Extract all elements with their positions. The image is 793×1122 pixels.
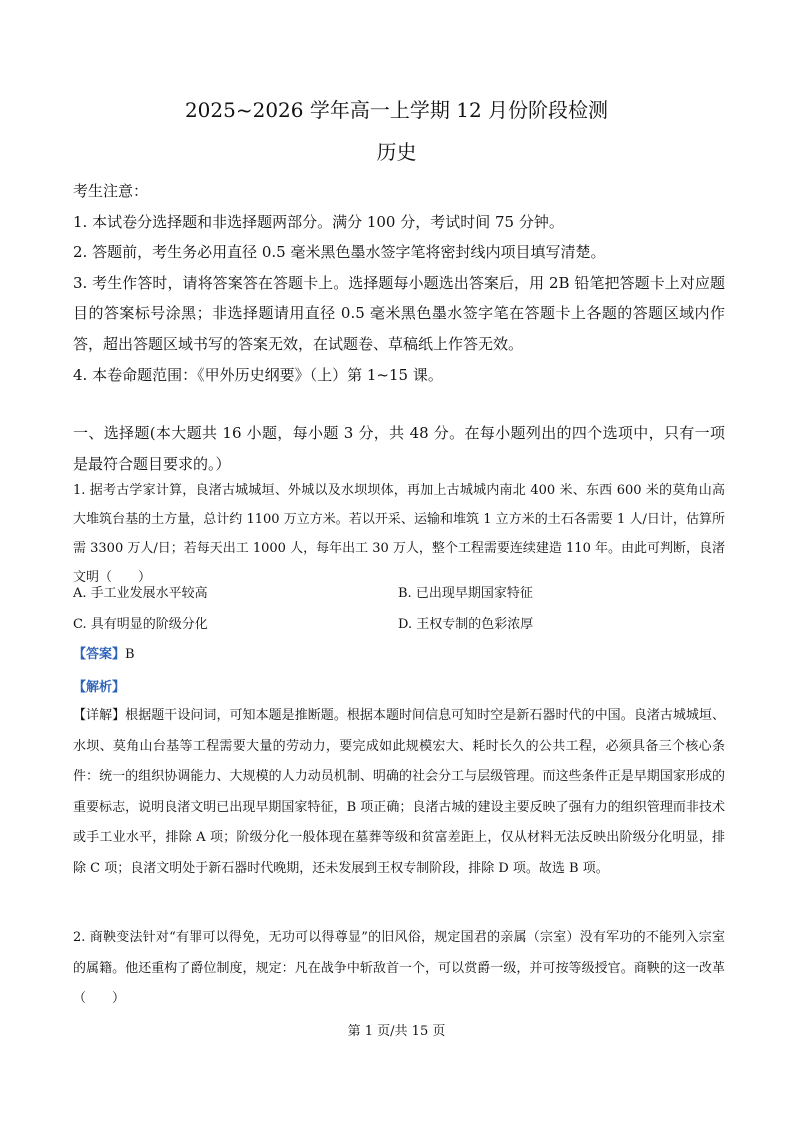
detail-text: 根据题干设问词，可知本题是推断题。根据本题时间信息可知时空是新石器时代的中国。良渚古城城垣、水坝、莫角山台基等工程需要大量的劳动力，要完成如此规模宏大、耗时长久的公共工程，必须具备三个核心条件：统一的组织协调能力、大规模的人力动员机制、明确的社会分工与层级管理。而这些条件正是早期国家形成的重要标志，说明良渚文明已出现早期国家特征，B 项正确；良渚古城的建设主要反映了强有力的组织管理而非技术或手工业水平，排除 A 项；阶级分化一般体现在墓葬等级和贫富差距上，仅从材料无法反映出阶级分化明显，排除 C 项；良渚文明处于新石器时代晚期，还未发展到王权专制阶段，排除 D 项。故选 B 项。 [73, 708, 725, 876]
exam-title: 2025~2026 学年高一上学期 12 月份阶段检测 [184, 98, 609, 122]
question-stem: 2. 商鞅变法针对“有罪可以得免，无功可以得尊显”的旧风俗，规定国君的亲属（宗室）没有军功的不能列入宗室的属籍。他还重构了爵位制度，规定：凡在战争中斩敌首一个，可以赏爵一级，并可按等级授官。商鞅的这一改革（ ） [73, 930, 725, 1006]
answer-label: 【答案】 [73, 647, 126, 662]
option-a: A. 手工业发展水平较高 [73, 586, 208, 601]
notice-item: 1. 本试卷分选择题和非选择题两部分。满分 100 分，考试时间 75 分钟。 [73, 212, 564, 231]
detail-paragraph [73, 701, 725, 884]
notice-item: 2. 答题前，考生务必用直径 0.5 毫米黑色墨水签字笔将密封线内项目填写清楚。 [73, 243, 606, 262]
answer-value: B [125, 647, 135, 662]
analysis-line [73, 674, 125, 702]
notice-item: 3. 考生作答时，请将答案答在答题卡上。选择题每小题选出答案后，用 2B 铅笔把答题卡上对应题目的答案标号涂黑；非选择题请用直径 0.5 毫米黑色墨水签字笔在答题卡上各题的答题区域内作答，超出答题区域书写的答案无效，在试题卷、草稿纸上作答无效。 [73, 273, 725, 353]
option-d: D. 王权专制的色彩浓厚 [398, 617, 534, 632]
answer-line [73, 641, 135, 669]
exam-notice [73, 176, 725, 390]
question-1 [73, 476, 725, 592]
exam-subject: 历史 [376, 140, 417, 164]
analysis-label: 【解析】 [73, 680, 126, 695]
section-heading-block [73, 418, 725, 479]
detail-label: 【详解】 [73, 708, 126, 723]
option-c: C. 具有明显的阶级分化 [73, 617, 208, 632]
option-b: B. 已出现早期国家特征 [398, 586, 533, 601]
section-heading: 一、选择题(本大题共 16 小题，每小题 3 分，共 48 分。在每小题列出的四个选项中，只有一项是最符合题目要求的。） [73, 424, 725, 473]
page-footer: 第 1 页/共 15 页 [347, 1024, 446, 1039]
notice-item: 4. 本卷命题范围：《甲外历史纲要》（上）第 1~15 课。 [73, 365, 443, 384]
question-stem: 1. 据考古学家计算，良渚古城城垣、外城以及水坝坝体，再加上古城城内南北 400 米、东西 600 米的莫角山高大堆筑台基的土方量，总计约 1100 万立方米。若以开采、运输和堆筑 1 立方米的土石各需要 1 人/日计，估算所需 3300 万人/日；若每天出工 1000 人，每年出工 30 万人，整个工程需要连续建造 110 年。由此可判断，良渚文明（ ） [73, 483, 725, 585]
question-2 [73, 923, 725, 1015]
notice-heading: 考生注意： [73, 182, 149, 200]
detail-block [73, 701, 725, 884]
